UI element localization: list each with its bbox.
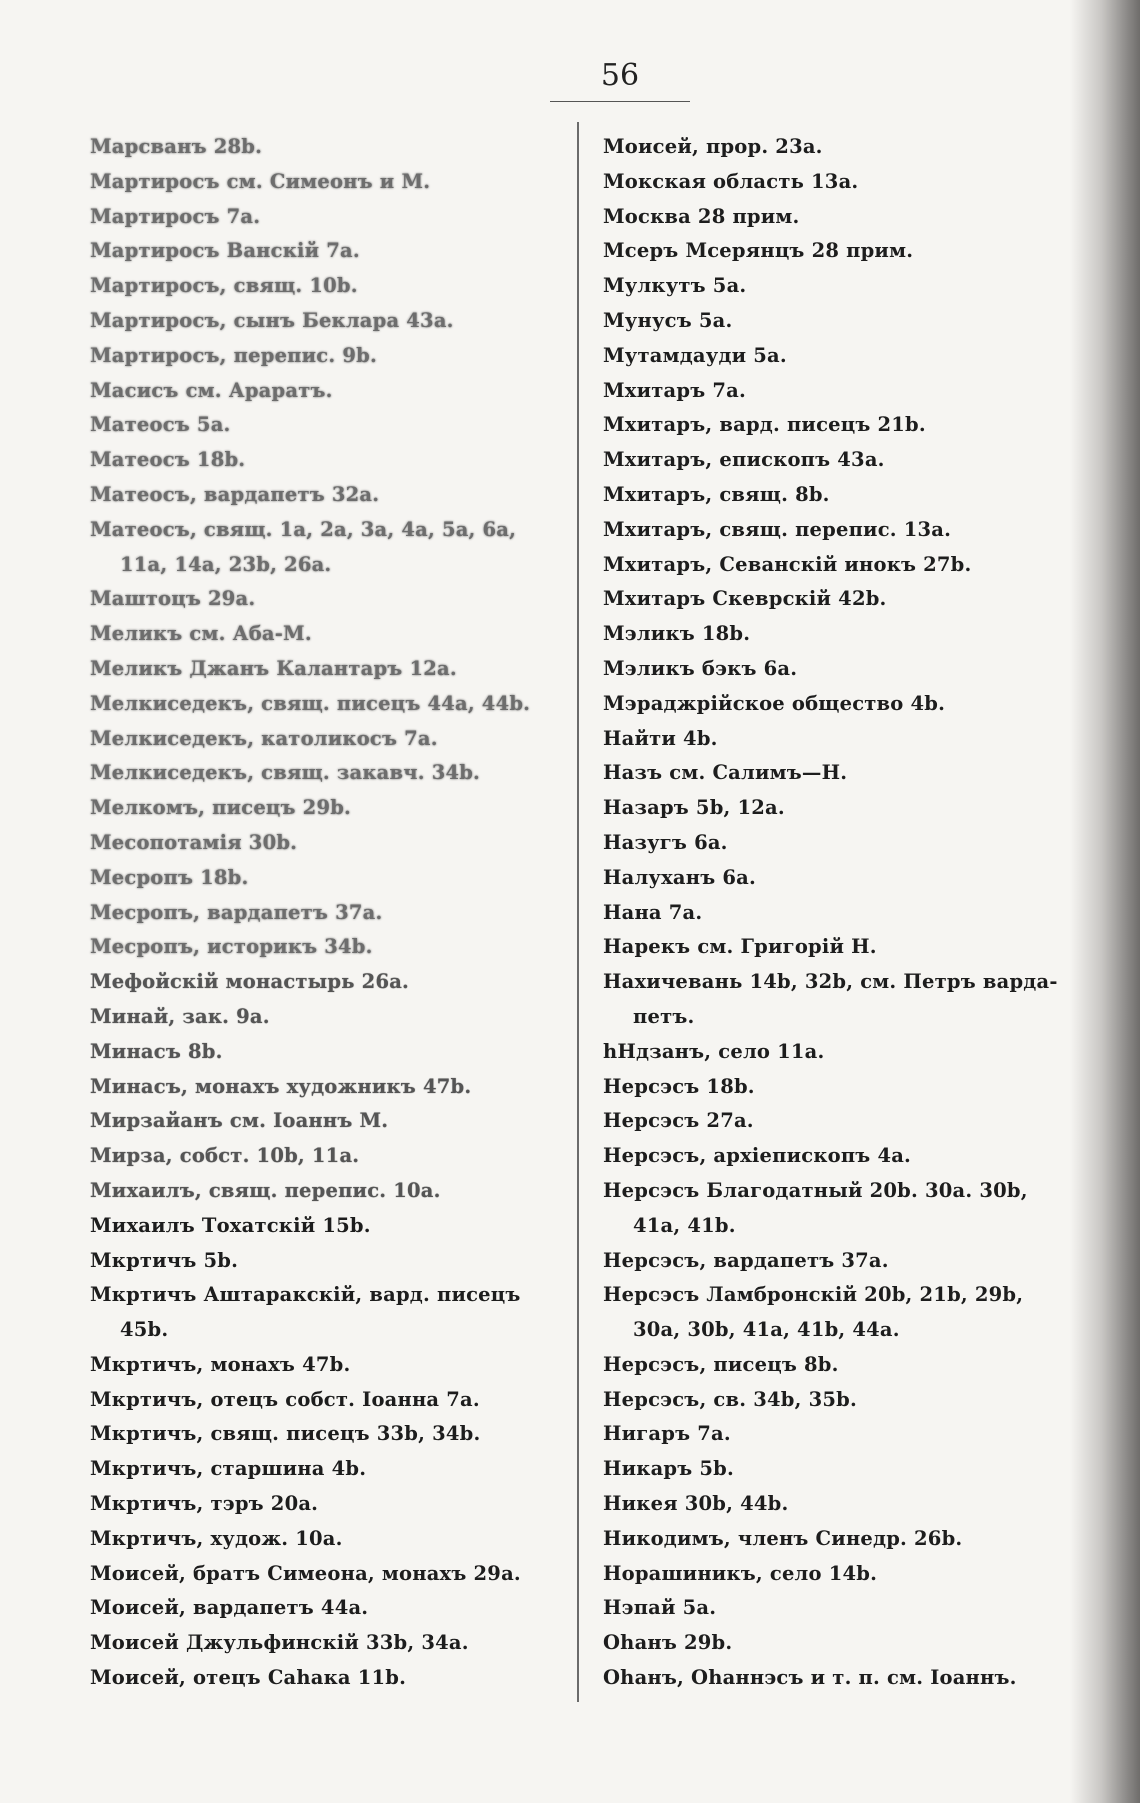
index-entry: Мэликъ бэкъ 6a. <box>603 656 798 680</box>
index-entry: Никаръ 5b. <box>603 1457 734 1481</box>
index-entry: Нерсэсъ, вардапетъ 37a. <box>603 1248 889 1272</box>
index-entry: Мэликъ 18b. <box>603 622 751 646</box>
index-entry: 11a, 14a, 23b, 26a. <box>120 552 332 576</box>
index-entry: Мартиросъ, перепис. 9b. <box>90 343 377 367</box>
index-entry: Месропъ 18b. <box>90 865 249 889</box>
index-entry: Мкртичъ, худож. 10a. <box>90 1526 343 1550</box>
index-entry: Нэпай 5a. <box>603 1596 717 1620</box>
index-entry: Мартиросъ, сынъ Беклара 43a. <box>90 308 454 332</box>
index-entry: 45b. <box>120 1318 169 1342</box>
index-entry: Оhанъ, Оhаннэсъ и т. п. см. Іоаннъ. <box>603 1666 1017 1690</box>
index-entry: Меликъ Джанъ Калантаръ 12a. <box>90 656 457 680</box>
index-entry: Мулкутъ 5a. <box>603 274 747 298</box>
index-entry: Нана 7a. <box>603 900 703 924</box>
index-entry: Мкртичъ, тэръ 20a. <box>90 1492 319 1516</box>
index-entry: 30a, 30b, 41a, 41b, 44a. <box>633 1318 900 1342</box>
index-entry: Назугъ 6a. <box>603 830 728 854</box>
index-entry: 41a, 41b. <box>633 1213 736 1237</box>
index-entry: Назъ см. Салимъ—Н. <box>603 761 848 785</box>
index-entry: Нигаръ 7a. <box>603 1422 731 1446</box>
index-entry: Норашиникъ, село 14b. <box>603 1561 878 1585</box>
index-entry: Никея 30b, 44b. <box>603 1492 789 1516</box>
index-entry: Москва 28 прим. <box>603 204 800 228</box>
index-entry: Мхитаръ, вард. писецъ 21b. <box>603 413 926 437</box>
index-entry: Налуханъ 6a. <box>603 865 756 889</box>
index-entry: Мхитаръ, свящ. перепис. 13a. <box>603 517 952 541</box>
index-entry: Найти 4b. <box>603 726 718 750</box>
index-entry: Месропъ, вардапетъ 37a. <box>90 900 383 924</box>
index-entry: Моисей Джульфинскій 33b, 34a. <box>90 1631 469 1655</box>
index-entry: Мкртичъ 5b. <box>90 1248 239 1272</box>
index-entry: Мунусъ 5a. <box>603 308 733 332</box>
index-entry: Минасъ 8b. <box>90 1039 223 1063</box>
index-entry: Мартиросъ Ванскій 7a. <box>90 239 360 263</box>
index-entry: Моисей, вардапетъ 44a. <box>90 1596 369 1620</box>
index-entry: Мелкиседекъ, свящ. писецъ 44a, 44b. <box>90 691 531 715</box>
index-entry: Мелкиседекъ, католикосъ 7a. <box>90 726 438 750</box>
index-entry: Нахичевань 14b, 32b, см. Петръ варда- <box>603 970 1058 994</box>
index-entry: Мартиросъ см. Симеонъ и М. <box>90 169 431 193</box>
index-entry: Мкртичъ, свящ. писецъ 33b, 34b. <box>90 1422 481 1446</box>
index-entry: Мефойскій монастырь 26a. <box>90 970 410 994</box>
column-divider <box>577 122 579 1702</box>
index-entry: Матеосъ, вардапетъ 32a. <box>90 482 380 506</box>
index-entry: Моисей, братъ Симеона, монахъ 29a. <box>90 1561 521 1585</box>
index-entry: Михаилъ, свящ. перепис. 10a. <box>90 1178 441 1202</box>
index-column-left <box>90 130 568 1696</box>
index-entry: Марсванъ 28b. <box>90 135 263 158</box>
index-entry: Мкртичъ, монахъ 47b. <box>90 1352 351 1376</box>
index-entry: Мкртичъ Аштаракскій, вард. писецъ <box>90 1283 521 1307</box>
index-entry: Мирзайанъ см. Іоаннъ М. <box>90 1109 389 1133</box>
index-entry: Никодимъ, членъ Синедр. 26b. <box>603 1526 963 1550</box>
index-entry: Нерсэсъ 18b. <box>603 1074 755 1098</box>
page-number: 56 <box>600 58 640 93</box>
index-entry: Мкртичъ, старшина 4b. <box>90 1457 367 1481</box>
index-entry: Мхитаръ 7a. <box>603 378 746 402</box>
index-entry: Мхитаръ, Севанскій инокъ 27b. <box>603 552 972 576</box>
index-entry: Нарекъ см. Григорій Н. <box>603 935 877 959</box>
index-entry: Матеосъ, свящ. 1a, 2a, 3a, 4a, 5a, 6a, <box>90 517 517 541</box>
index-entry: Назаръ 5b, 12a. <box>603 796 785 820</box>
page-number-rule <box>550 101 690 102</box>
index-entry: Минай, зак. 9a. <box>90 1004 270 1028</box>
page-edge-shadow <box>1070 0 1140 1803</box>
index-entry: Мутамдауди 5a. <box>603 343 787 367</box>
index-entry: Нерсэсъ, архіепископъ 4a. <box>603 1144 912 1168</box>
index-entry: Мартиросъ, свящ. 10b. <box>90 274 358 298</box>
index-entry: Маштоцъ 29a. <box>90 587 256 611</box>
index-entry: Оhанъ 29b. <box>603 1631 733 1655</box>
index-entry: Нерсэсъ Благодатный 20b. 30a. 30b, <box>603 1178 1028 1202</box>
index-entry: Мокская область 13a. <box>603 169 859 193</box>
index-entry: Нерсэсъ Ламбронскій 20b, 21b, 29b, <box>603 1283 1024 1307</box>
index-entry: Месопотамія 30b. <box>90 830 298 854</box>
index-entry: Нерсэсъ, писецъ 8b. <box>603 1352 839 1376</box>
index-entry: Матеосъ 18b. <box>90 448 246 472</box>
index-entry: Мелкиседекъ, свящ. закавч. 34b. <box>90 761 481 785</box>
index-entry: Мхитаръ, епископъ 43a. <box>603 448 885 472</box>
index-entry: hНдзанъ, село 11a. <box>603 1039 825 1063</box>
index-entry: Масисъ см. Араратъ. <box>90 378 333 402</box>
index-entry: Меликъ см. Аба-М. <box>90 622 312 646</box>
index-entry: Моисей, отецъ Саhака 11b. <box>90 1666 407 1690</box>
index-entry: Мэраджрійское общество 4b. <box>603 691 946 715</box>
index-entry: Минасъ, монахъ художникъ 47b. <box>90 1074 472 1098</box>
index-entry: Михаилъ Тохатскій 15b. <box>90 1213 371 1237</box>
index-entry: Мирза, собст. 10b, 11a. <box>90 1144 360 1168</box>
index-entry: Мкртичъ, отецъ собст. Іоанна 7a. <box>90 1387 480 1411</box>
index-entry: Мсеръ Мсерянцъ 28 прим. <box>603 239 914 263</box>
index-entry: Мелкомъ, писецъ 29b. <box>90 796 352 820</box>
index-entry: петъ. <box>633 1004 695 1028</box>
index-entry: Нерсэсъ 27a. <box>603 1109 754 1133</box>
index-entry: Моисей, прор. 23a. <box>603 135 823 158</box>
index-entry: Мартиросъ 7a. <box>90 204 261 228</box>
index-entry: Матеосъ 5a. <box>90 413 231 437</box>
index-entry: Нерсэсъ, св. 34b, 35b. <box>603 1387 857 1411</box>
index-column-right <box>603 130 1095 1696</box>
index-entry: Месропъ, историкъ 34b. <box>90 935 373 959</box>
index-entry: Мхитаръ Скеврскій 42b. <box>603 587 887 611</box>
index-entry: Мхитаръ, свящ. 8b. <box>603 482 830 506</box>
